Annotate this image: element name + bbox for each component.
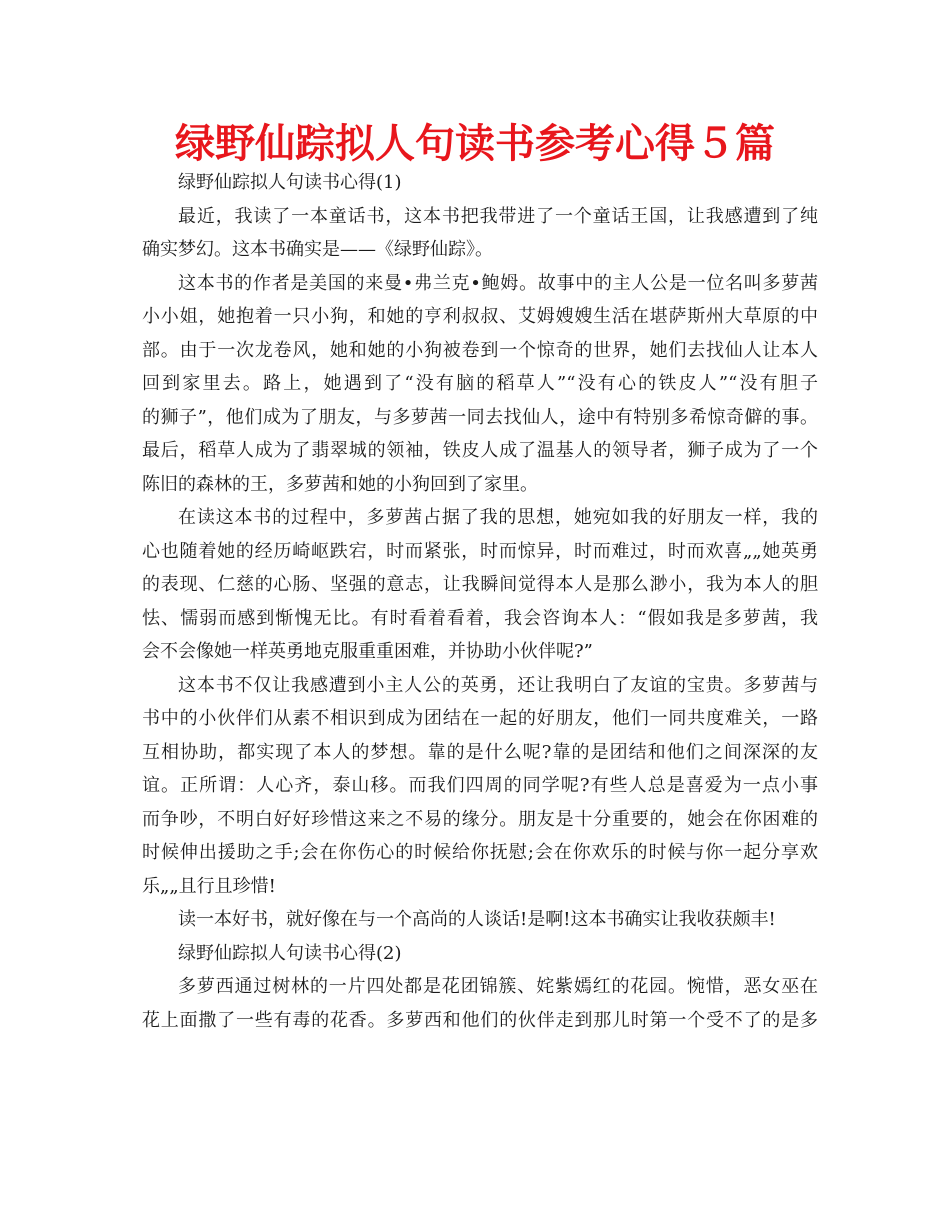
paragraph-line: 小小姐，她抱着一只小狗，和她的亨利叔叔、艾姆嫂嫂生活在堪萨斯州大草原的中 — [142, 306, 818, 327]
document-body — [142, 166, 818, 1037]
paragraph-line: 怯、懦弱而感到惭愧无比。有时看着看着，我会咨询本人：“假如我是多萝茜，我 — [142, 607, 818, 629]
paragraph-line: 最后，稻草人成为了翡翠城的领袖，铁皮人成了温基人的领导者，狮子成为了一个 — [142, 440, 818, 461]
paragraph-line: 部。由于一次龙卷风，她和她的小狗被卷到一个惊奇的世界，她们去找仙人让本人 — [142, 339, 818, 361]
paragraph-line: 读一本好书，就好像在与一个高尚的人谈话!是啊!这本书确实让我收获颇丰! — [178, 909, 776, 930]
paragraph-line: 回到家里去。路上，她遇到了“没有脑的稻草人”“没有心的铁皮人”“没有胆子 — [142, 373, 818, 394]
paragraph-line: 谊。正所谓：人心齐，泰山移。而我们四周的同学呢?有些人总是喜爱为一点小事 — [142, 775, 818, 796]
paragraph-line: 会不会像她一样英勇地克服重重困难，并协助小伙伴呢?” — [142, 641, 593, 662]
paragraph-line: 的狮子”，他们成为了朋友，与多萝茜一同去找仙人，途中有特别多希惊奇僻的事。 — [142, 406, 818, 428]
paragraph-line: 在读这本书的过程中，多萝茜占据了我的思想，她宛如我的好朋友一样，我的 — [178, 507, 818, 528]
paragraph-line: 这本书的作者是美国的来曼•弗兰克•鲍姆。故事中的主人公是一位名叫多萝茜 — [178, 272, 818, 294]
paragraph-line: 最近，我读了一本童话书，这本书把我带进了一个童话王国，让我感遭到了纯 — [178, 205, 818, 227]
paragraph-line: 而争吵，不明白好好珍惜这来之不易的缘分。朋友是十分重要的，她会在你困难的 — [142, 808, 818, 830]
document-title: 绿野仙踪拟人句读书参考心得５篇 — [175, 121, 775, 167]
paragraph-line: 心也随着她的经历崎岖跌宕，时而紧张，时而惊异，时而难过，时而欢喜„„她英勇 — [142, 540, 818, 562]
paragraph-line: 互相协助，都实现了本人的梦想。靠的是什么呢?靠的是团结和他们之间深深的友 — [142, 741, 818, 763]
paragraph-line: 这本书不仅让我感遭到小主人公的英勇，还让我明白了友谊的宝贵。多萝茜与 — [178, 674, 818, 696]
paragraph-line: 的表现、仁慈的心肠、坚强的意志，让我瞬间觉得本人是那么渺小，我为本人的胆 — [142, 574, 818, 595]
paragraph-line: 乐„„且行且珍惜! — [142, 875, 276, 897]
paragraph-line: 多萝西通过树林的一片四处都是花团锦簇、姹紫嫣红的花园。惋惜，恶女巫在 — [178, 976, 818, 997]
paragraph-line: 花上面撒了一些有毒的花香。多萝西和他们的伙伴走到那儿时第一个受不了的是多 — [142, 1009, 818, 1031]
section-heading: 绿野仙踪拟人句读书心得(1) — [178, 172, 402, 193]
paragraph-line: 陈旧的森林的王，多萝茜和她的小狗回到了家里。 — [142, 473, 538, 495]
paragraph-line: 确实梦幻。这本书确实是——《绿野仙踪》。 — [142, 239, 493, 260]
section-heading: 绿野仙踪拟人句读书心得(2) — [178, 942, 402, 964]
paragraph-line: 书中的小伙伴们从素不相识到成为团结在一起的好朋友，他们一同共度难关，一路 — [142, 708, 818, 729]
paragraph-line: 时候伸出援助之手;会在你伤心的时候给你抚慰;会在你欢乐的时候与你一起分享欢 — [142, 842, 818, 863]
